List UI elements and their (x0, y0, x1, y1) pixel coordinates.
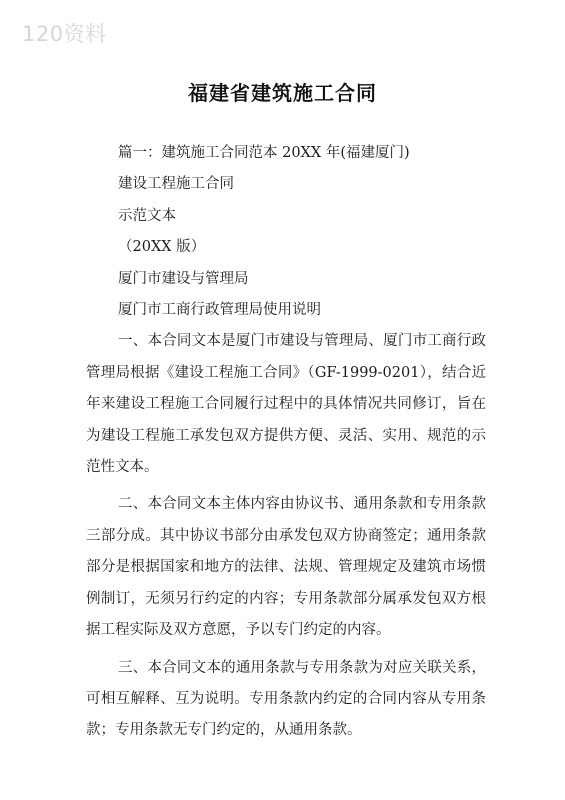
intro-line: 厦门市工商行政管理局使用说明 (118, 302, 321, 319)
intro-line: 示范文本 (118, 207, 176, 224)
document-title: 福建省建筑施工合同 (188, 81, 377, 105)
body-paragraph: 一、本合同文本是厦门市建设与管理局、厦门市工商行政管理局根据《建设工程施工合同》（GF-1999-0201），结合近年来建设工程施工合同履行过程中的具体情况共同修订，旨在为建设工程施工承发包双方提供方便、灵活、实用、规范的示范性文本。 (86, 333, 486, 476)
intro-line: 建设工程施工合同 (118, 176, 234, 193)
intro-line: 篇一：建筑施工合同范本 20XX 年(福建厦门) (118, 145, 410, 161)
intro-line: （20XX 版） (118, 239, 206, 256)
watermark: 120资料 (22, 22, 107, 46)
intro-line: 厦门市建设与管理局 (118, 270, 249, 287)
body-paragraph: 三、本合同文本的通用条款与专用条款为对应关联关系，可相互解释、互为说明。专用条款内约定的合同内容从专用条款；专用条款无专门约定的，从通用条款。 (86, 659, 486, 739)
document-body (86, 138, 486, 753)
body-paragraph: 二、本合同文本主体内容由协议书、通用条款和专用条款三部分成。其中协议书部分由承发包双方协商签定；通用条款部分是根据国家和地方的法律、法规、管理规定及建筑市场惯例制订，无须另行约定的内容；专用条款部分属承发包双方根据工程实际及双方意愿，予以专门约定的内容。 (86, 496, 486, 639)
